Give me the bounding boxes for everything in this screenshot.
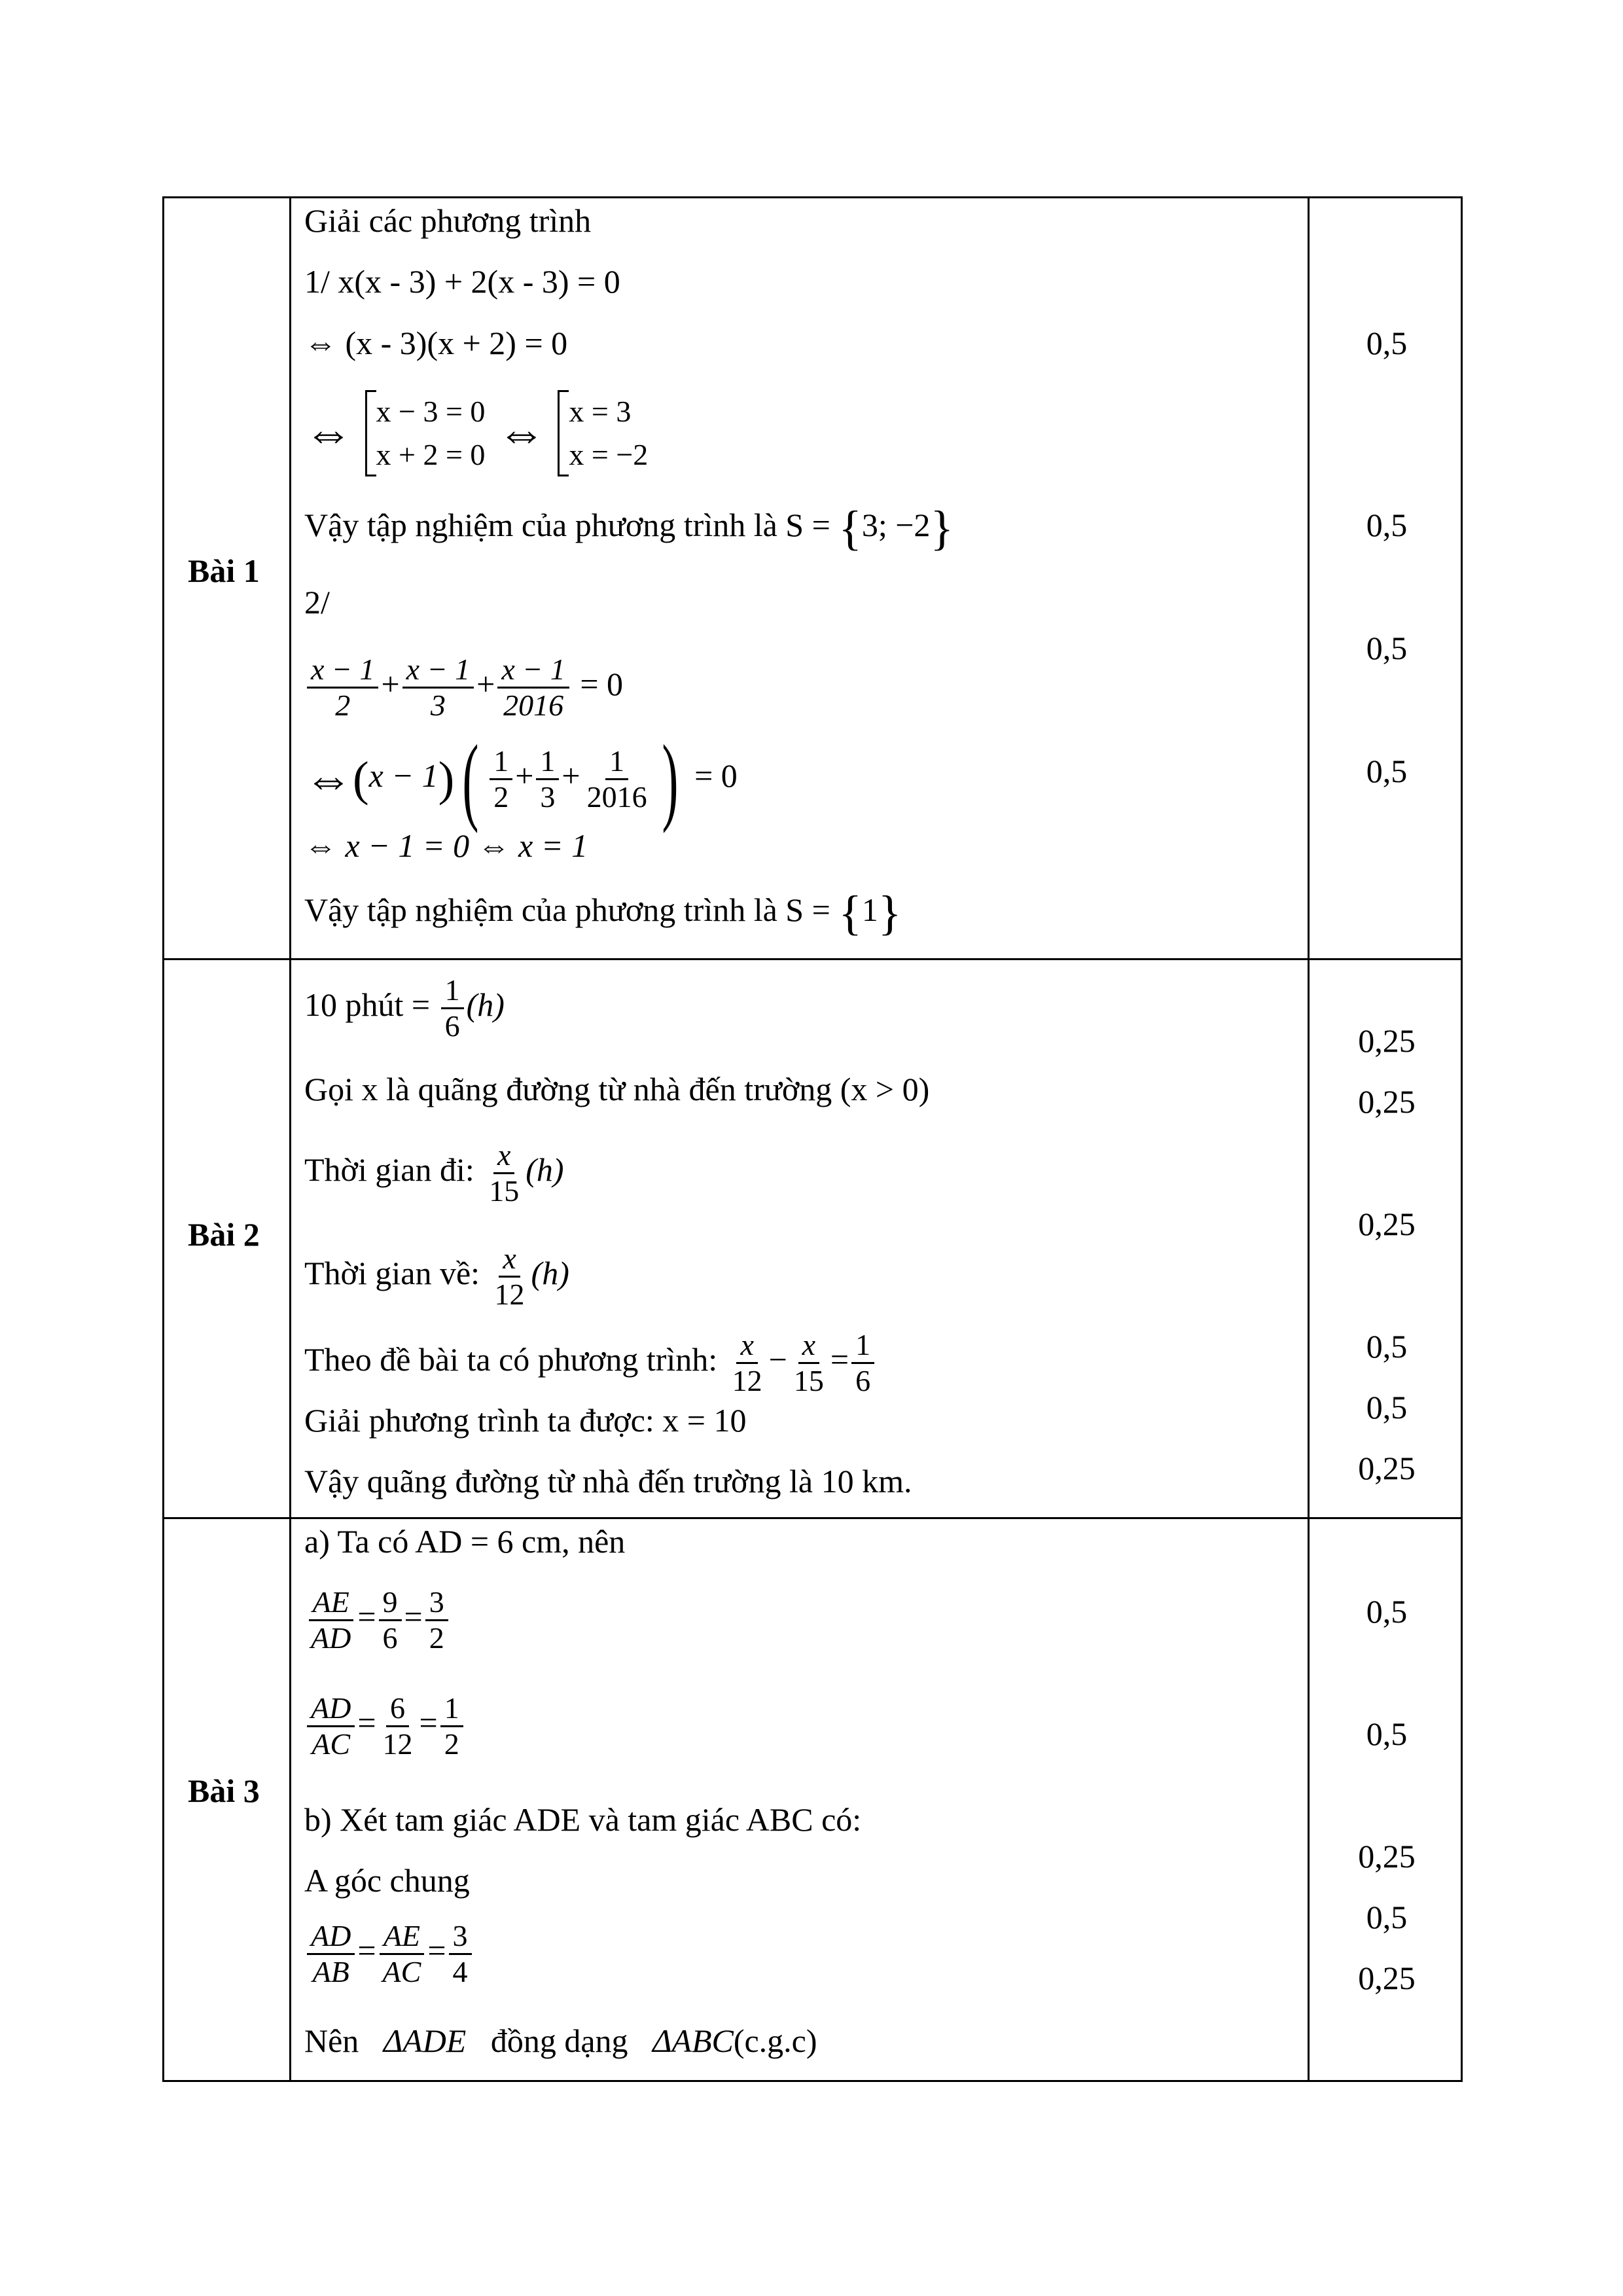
bai3-ratio-3: $\frac{AD}{AB}$ = $\frac{AE}{AC}$ = $\frac{3}{4}$	[304, 1911, 474, 1990]
bai2-line-4: Thời gian về: $\frac{x}{12}$ (h)	[304, 1242, 569, 1312]
bai3-score-3: 0,25	[1358, 1838, 1416, 1874]
bai2-line-6: Giải phương trình ta được: x = 10	[304, 1402, 747, 1439]
bai1-p1-equation: 1/ x(x - 3) + 2(x - 3) = 0	[304, 263, 620, 300]
bai2-score-5: 0,5	[1366, 1389, 1408, 1426]
bai1-p1-solution-set: Vậy tập nghiệm của phương trình là S = {3; −2}	[304, 501, 954, 556]
bai2-score-6: 0,25	[1358, 1450, 1416, 1486]
bai3-score-2: 0,5	[1366, 1715, 1408, 1752]
bai3-score-1: 0,5	[1366, 1593, 1408, 1630]
bai1-label: Bài 1	[188, 552, 260, 589]
table-divider-2	[162, 1517, 1463, 1519]
bai2-line-3: Thời gian đi: $\frac{x}{15}$ (h)	[304, 1138, 564, 1208]
bai3-b-intro: b) Xét tam giác ADE và tam giác ABC có:	[304, 1801, 862, 1838]
bai1-p2-solution-set: Vậy tập nghiệm của phương trình là S = {1}	[304, 886, 902, 941]
bai1-system-bracket-2: x = 3 x = −2	[558, 390, 648, 476]
bai2-line-5: Theo đề bài ta có phương trình: $\frac{x}{12}$ − $\frac{x}{15}$ = $\frac{1}{6}$	[304, 1320, 877, 1399]
bai2-score-3: 0,25	[1358, 1206, 1416, 1242]
bai2-line-1: 10 phút = $\frac{1}{6}$ (h)	[304, 973, 505, 1043]
bai1-p1-factor: ⇔ (x - 3)(x + 2) = 0	[304, 325, 568, 361]
bai3-a-intro: a) Ta có AD = 6 cm, nên	[304, 1523, 626, 1560]
bai3-score-4: 0,5	[1366, 1899, 1408, 1935]
bai3-b-common-angle: A góc chung	[304, 1862, 470, 1899]
bai1-score-1: 0,5	[1366, 325, 1408, 361]
bai1-p2-label: 2/	[304, 584, 330, 620]
bai1-system-bracket-1: x − 3 = 0 x + 2 = 0	[365, 390, 486, 476]
bai1-p2-solution: ⇔ x − 1 = 0 ⇔ x = 1	[304, 827, 588, 864]
bai2-label: Bài 2	[188, 1216, 260, 1253]
bai3-ratio-1: $\frac{AE}{AD}$ = $\frac{9}{6}$ = $\frac{3}{2}$	[304, 1577, 451, 1656]
table-divider-1	[162, 958, 1463, 960]
bai3-ratio-2: $\frac{AD}{AC}$ = $\frac{6}{12}$ = $\frac{1}{2}$	[304, 1683, 466, 1762]
table-border-top	[162, 196, 1463, 198]
bai1-score-2: 0,5	[1366, 507, 1408, 543]
bai1-score-3: 0,5	[1366, 630, 1408, 666]
table-col-divider-1	[289, 196, 291, 2082]
table-border-bottom	[162, 2080, 1463, 2082]
bai3-score-5: 0,25	[1358, 1960, 1416, 1996]
table-col-divider-2	[1308, 196, 1310, 2082]
bai2-score-1: 0,25	[1358, 1022, 1416, 1059]
bai2-score-4: 0,5	[1366, 1328, 1408, 1365]
bai1-p1-system: ⇔ x − 3 = 0 x + 2 = 0 ⇔ x = 3 x = −2	[304, 384, 652, 476]
bai1-intro: Giải các phương trình	[304, 202, 592, 239]
bai3-conclusion: Nên ΔADE đồng dạng ΔABC(c.g.c)	[304, 2022, 817, 2059]
bai2-line-2: Gọi x là quãng đường từ nhà đến trường (x > 0)	[304, 1071, 930, 1107]
bai2-score-2: 0,25	[1358, 1083, 1416, 1120]
bai1-p2-equation: $\frac{x - 1}{2}$ + $\frac{x - 1}{3}$ + $\frac{x - 1}{2016}$ = 0	[304, 645, 623, 723]
bai1-score-4: 0,5	[1366, 753, 1408, 789]
table-border-left	[162, 196, 164, 2082]
bai2-line-7: Vậy quãng đường từ nhà đến trường là 10 km.	[304, 1463, 912, 1499]
bai1-p2-factor: ⇔(x − 1)( $\frac{1}{2}$ + $\frac{1}{3}$ + $\frac{1}{2016}$ ) = 0	[304, 725, 738, 834]
bai3-label: Bài 3	[188, 1772, 260, 1809]
table-border-right	[1461, 196, 1463, 2082]
